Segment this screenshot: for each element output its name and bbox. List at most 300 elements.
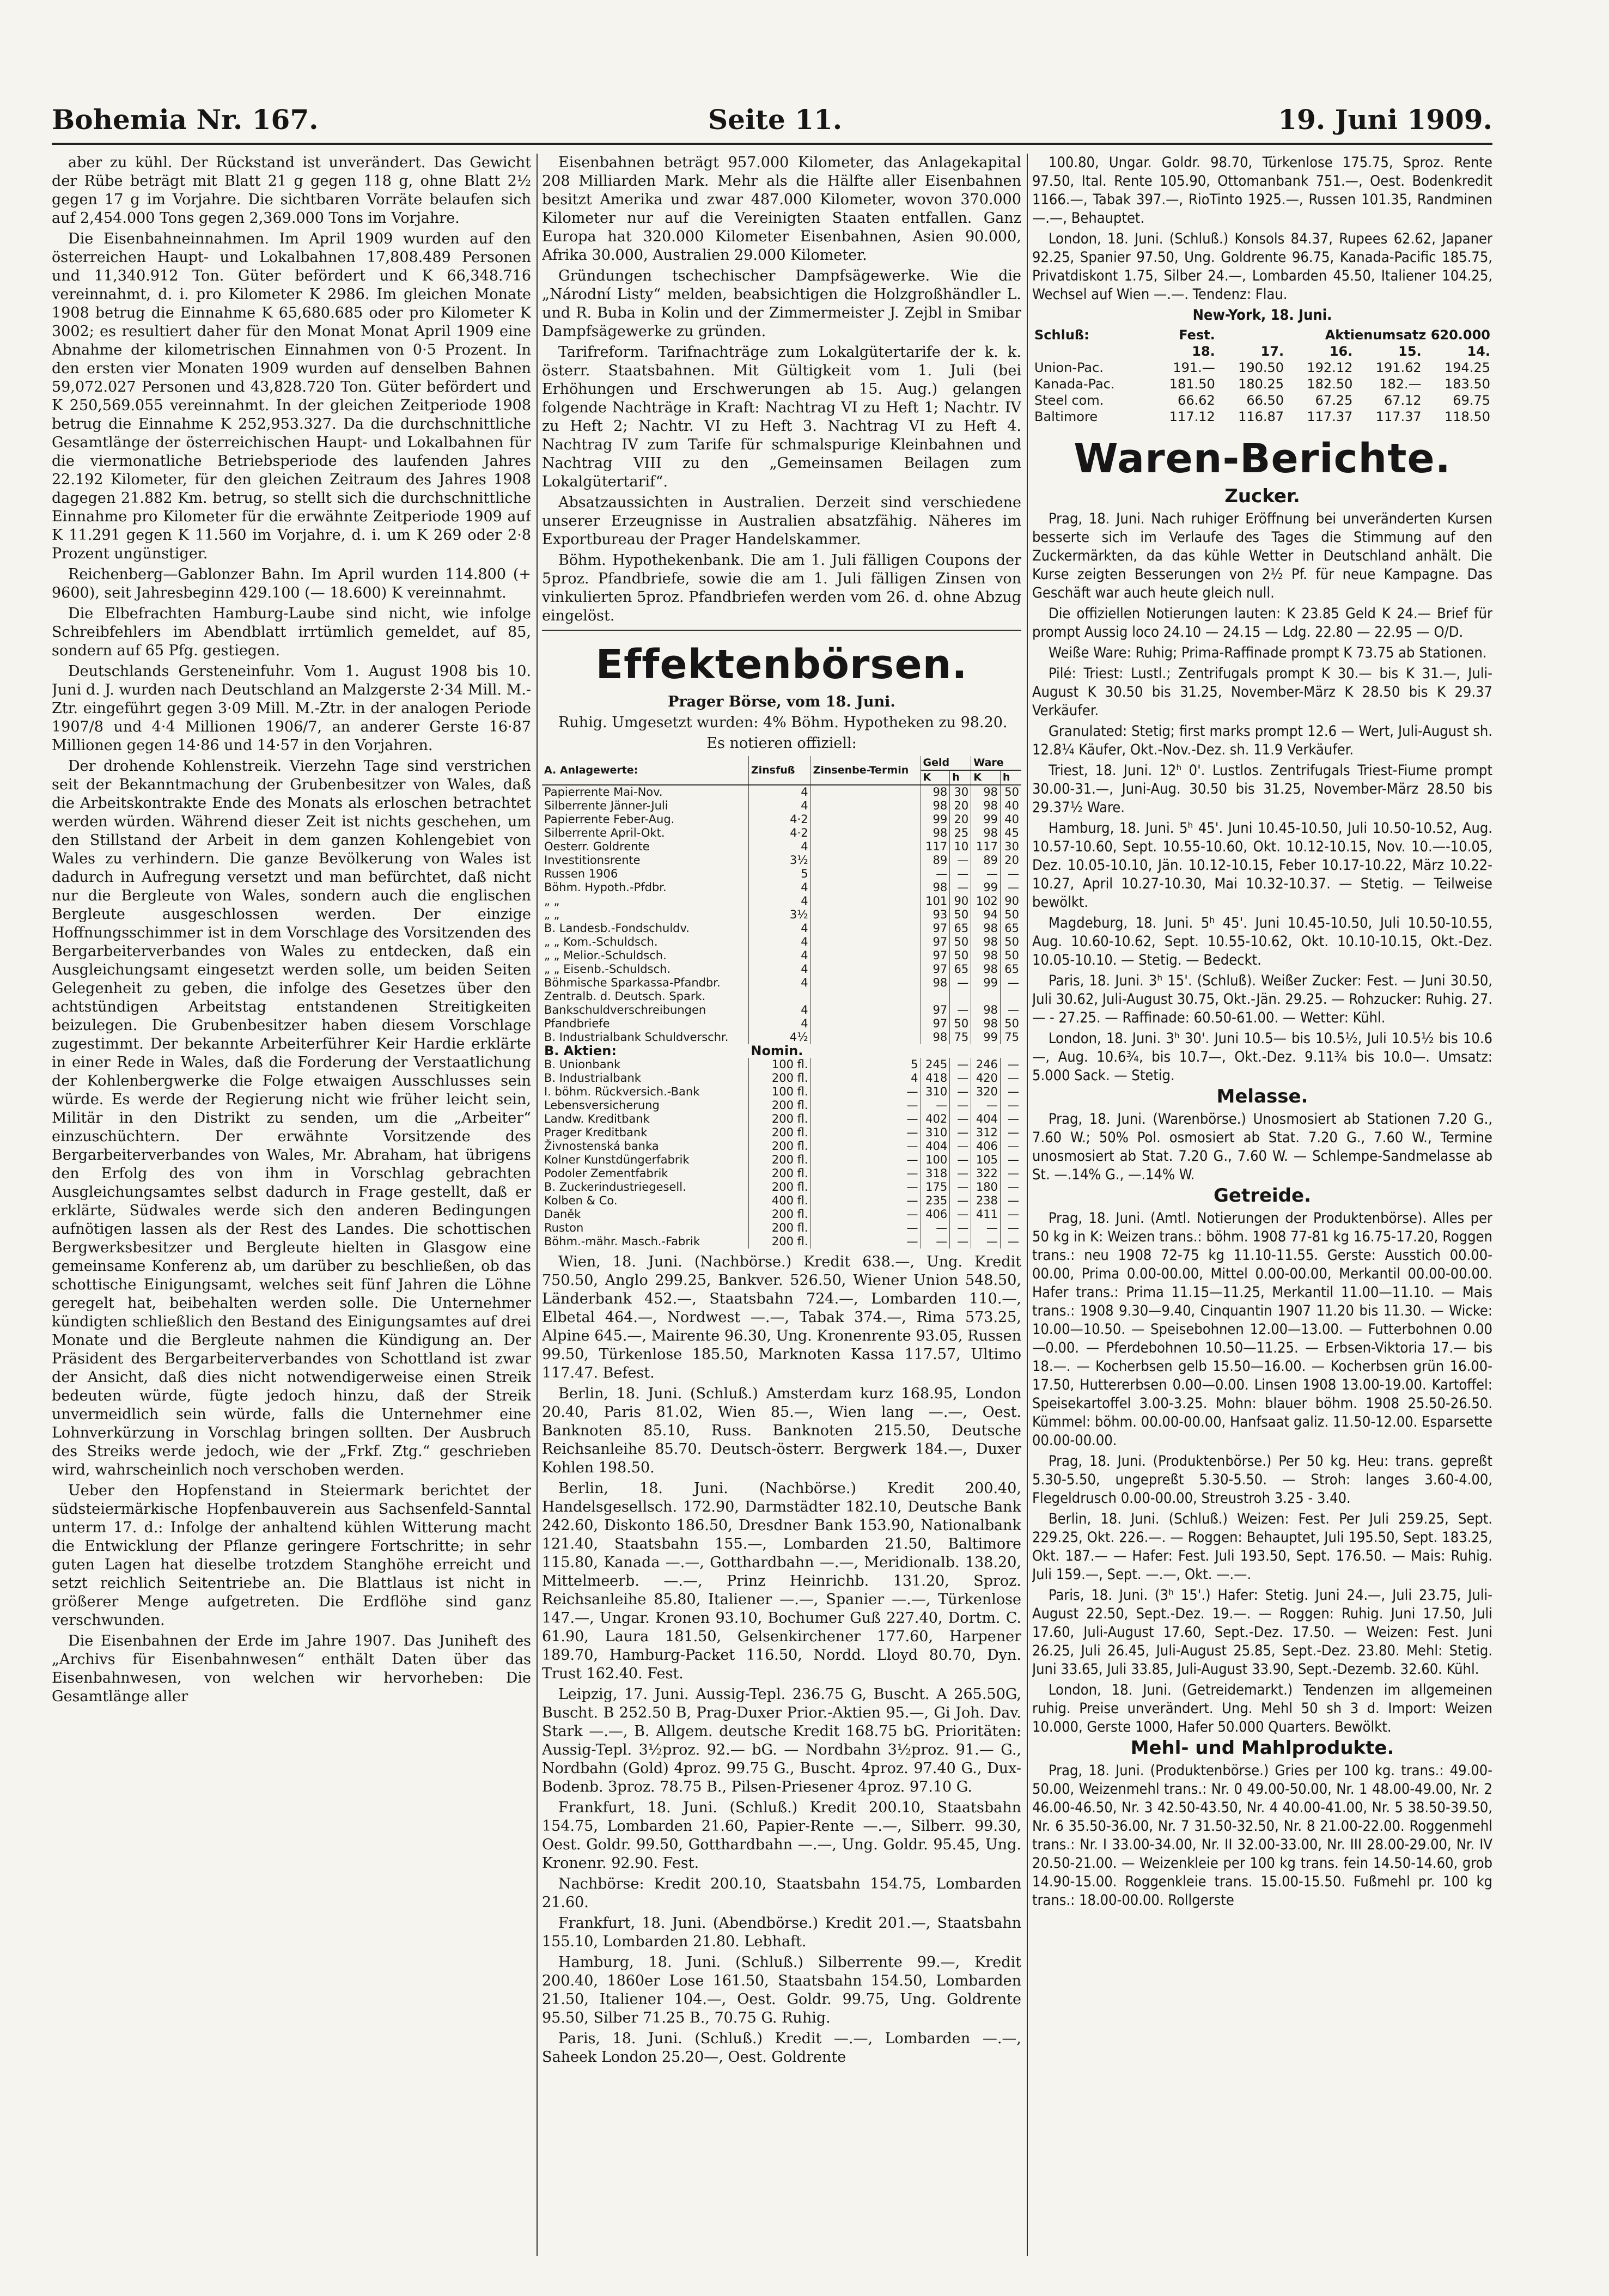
paragraph: Prag, 18. Juni. Nach ruhiger Eröffnung bei unveränderten Kursen besserte sich im Verlaufe des Tages die Stimmung auf den Zuckermärkten, da das kühle Wetter in Deutschland anhält. Die Kurse zeigten Besserungen von 2½ Pf. für neue Kampagne. Das Geschäft war auch heute gleich null. [1032, 510, 1492, 601]
ware-h: 50 [1000, 949, 1021, 963]
geld-h: 50 [950, 935, 971, 949]
ny-col-header: 17. [1260, 344, 1284, 359]
page-number: Seite 11. [708, 103, 843, 136]
term [810, 908, 921, 922]
melasse-heading: Melasse. [1216, 1086, 1308, 1107]
nominal: 400 fl. [748, 1194, 810, 1208]
geld-h: 65 [950, 963, 971, 976]
ny-stock-name: Union-Pac. [1034, 360, 1104, 375]
ware-k: 320 [971, 1085, 1001, 1099]
mehl-heading: Mehl- und Mahlprodukte. [1130, 1737, 1394, 1759]
geld-h: 20 [950, 799, 971, 813]
ny-stock-name: Steel com. [1034, 393, 1104, 408]
ware-k: 404 [971, 1112, 1001, 1126]
geld-k [921, 990, 950, 1003]
waren-heading: Waren-Berichte. [1074, 435, 1451, 482]
ware-h: — [1000, 1071, 1021, 1085]
table-row [542, 976, 1021, 990]
ware-k: — [971, 1221, 1001, 1235]
table-row [542, 1003, 1021, 1017]
geld-h: 50 [950, 949, 971, 963]
ny-header: Fest. [1179, 327, 1215, 343]
dividend: — [810, 1180, 921, 1194]
table-row [542, 1071, 1021, 1085]
security-name: Oesterr. Goldrente [544, 840, 650, 853]
security-name: Zentralb. d. Deutsch. Spark. [544, 990, 706, 1003]
security-name: Silberrente April-Okt. [544, 826, 665, 839]
paragraph: Die Elbefrachten Hamburg-Laube sind nicht, wie infolge Schreibfehlers im Abendblatt irrtümlich gemeldet, auf 85, sondern auf 65 Pfg. gestiegen. [52, 605, 531, 659]
table-row [542, 867, 1021, 881]
paragraph: Weiße Ware: Ruhig; Prima-Raffinade prompt K 73.75 ab Stationen. [1049, 644, 1487, 661]
security-name: B. Landesb.-Fondschuldv. [544, 922, 690, 935]
ny-value: 182.— [1379, 376, 1422, 392]
ware-k: 180 [971, 1180, 1001, 1194]
ny-value: 190.50 [1238, 360, 1284, 375]
paragraph: Paris, 18. Juni. (Schluß.) Kredit —.—, Lombarden —.—, Saheek London 25.20—, Oest. Goldrente [542, 2030, 1021, 2066]
table-header-k: K [971, 770, 1001, 785]
dividend: — [810, 1112, 921, 1126]
ware-k: 98 [971, 1017, 1001, 1031]
geld-k: 117 [921, 840, 950, 854]
dividend: — [810, 1085, 921, 1099]
geld-h: — [950, 1112, 971, 1126]
zucker-heading: Zucker. [1224, 485, 1300, 507]
geld-h: — [950, 1221, 971, 1235]
table-row [542, 894, 1021, 908]
table-row [542, 1221, 1021, 1235]
paragraph: Prag, 18. Juni. (Produktenbörse.) Per 50 kg. Heu: trans. gepreßt 5.30-5.50, ungepreßt 5.30-5.50. — Stroh: langes 3.60-4.00, Flegeldrusch 0.00-00.00, Streustroh 3.25 - 3.40. [1032, 1453, 1492, 1507]
geld-h: 20 [950, 813, 971, 826]
table-row [542, 799, 1021, 813]
ware-k: 98 [971, 922, 1001, 935]
ware-h: — [1000, 1003, 1021, 1017]
share-name: B. Unionbank [544, 1058, 621, 1071]
geld-k: 98 [921, 976, 950, 990]
anlage-rows [542, 785, 1021, 1044]
dividend: — [810, 1235, 921, 1249]
nominal: 200 fl. [748, 1099, 810, 1112]
paragraph: Paris, 18. Juni. (3ʰ 15'.) Hafer: Stetig. Juni 24.—, Juli 23.75, Juli-August 22.50, Sept.-Dez. 19.—. — Roggen: Ruhig. Juni 17.50, Juli 17.60, Juli-August 17.60, Sept.-Dez. 17.50. — Weizen: Fest. Juni 26.25, Juli 26.45, Juli-August 25.85, Sept.-Dez. 23.80. Mehl: Stetig. Juni 33.65, Juli 33.85, Juli-August 33.90, Sept.-Dezemb. 32.60. Kühl. [1032, 1587, 1492, 1678]
table-header-zins: Zinsfuß [748, 756, 810, 785]
ny-header: Aktienumsatz 620.000 [1325, 327, 1490, 343]
ny-value: 180.25 [1238, 376, 1284, 392]
paragraph: Berlin, 18. Juni. (Schluß.) Amsterdam kurz 168.95, London 20.40, Paris 81.02, Wien 85.—, Wien lang —.—, Oest. Banknoten 85.10, Russ. Banknoten 215.50, Deutsche Reichsanleihe 85.70. Deutsch-österr. Bergwerk 184.—, Duxer Kohlen 198.50. [542, 1385, 1021, 1476]
geld-h: — [950, 1085, 971, 1099]
term [810, 799, 921, 813]
geld-k: 406 [921, 1208, 950, 1221]
nominal: 200 fl. [748, 1153, 810, 1167]
dividend: — [810, 1099, 921, 1112]
ware-h: — [1000, 1140, 1021, 1153]
table-header-h: h [1000, 770, 1021, 785]
dividend: — [810, 1194, 921, 1208]
ny-value: 69.75 [1453, 393, 1490, 408]
paragraph: London, 18. Juni. (Getreidemarkt.) Tendenzen im allgemeinen ruhig. Preise unverändert. Ung. Mehl 50 sh 3 d. Import: Weizen 10.000, Gerste 1000, Hafer 50.000 Quarters. Bewölkt. [1032, 1682, 1492, 1735]
geld-h: — [950, 1167, 971, 1180]
geld-h [950, 990, 971, 1003]
table-row [542, 1112, 1021, 1126]
ny-value: 192.12 [1307, 360, 1353, 375]
ware-h: — [1000, 1235, 1021, 1249]
security-name: „ „ [544, 894, 560, 908]
table-row [542, 990, 1021, 1003]
nominal: 200 fl. [748, 1140, 810, 1153]
paragraph: Leipzig, 17. Juni. Aussig-Tepl. 236.75 G, Buscht. A 265.50G, Buscht. B 252.50 B, Prag-Duxer Prior.-Aktien 95.—, Gi Joh. Dav. Stark —.—, B. Allgem. deutsche Kredit 168.75 bG. Prioritäten: Aussig-Tepl. 3½proz. 92.— bG. — Nordbahn 3½proz. 91.— G., Nordbahn (Gold) 4proz. 99.75 G., Buscht. 4proz. 97.40 G., Dux-Bodenb. 3proz. 78.75 B., Pilsen-Priesener 4proz. 97.10 G. [542, 1686, 1021, 1795]
paragraph: Hamburg, 18. Juni. (Schluß.) Silberrente 99.—, Kredit 200.40, 1860er Lose 161.50, Staatsbahn 154.50, Lombarden 21.50, Italiener 104.—, Oest. Goldr. 99.75, Ung. Goldrente 95.50, Silber 71.25 B., 70.75 G. Ruhig. [542, 1954, 1021, 2026]
share-name: I. böhm. Rückversich.-Bank [544, 1085, 700, 1098]
ny-title: New-York, 18. Juni. [1192, 307, 1332, 324]
term [810, 935, 921, 949]
geld-k: 97 [921, 1017, 950, 1031]
ware-h: — [1000, 1153, 1021, 1167]
ware-k: 89 [971, 854, 1001, 867]
interest-rate: 4 [748, 799, 810, 813]
ware-k: 411 [971, 1208, 1001, 1221]
paragraph: Absatzaussichten in Australien. Derzeit sind verschiedene unserer Erzeugnisse in Australien absatzfähig. Näheres im Exportbureau der Prager Handelskammer. [542, 494, 1021, 548]
table-header-termin: Zinsenbe-Termin [810, 756, 921, 785]
term [810, 976, 921, 990]
geld-k: 418 [921, 1071, 950, 1085]
interest-rate: 4 [748, 949, 810, 963]
table-row [542, 813, 1021, 826]
table-row [542, 1140, 1021, 1153]
share-name: Daněk [544, 1208, 581, 1221]
table-row [542, 1153, 1021, 1167]
geld-h: — [950, 1126, 971, 1140]
ny-value: 191.— [1173, 360, 1215, 375]
prager-boerse-title: Prager Börse, vom 18. Juni. [668, 693, 895, 710]
paragraph: London, 18. Juni. (Schluß.) Konsols 84.37, Rupees 62.62, Japaner 92.25, Spanier 97.50, Ung. Goldrente 96.75, Kanada-Pacific 185.75, Privatdiskont 1.75, Silber 24.—, Lombarden 45.50, Italiener 104.25, Wechsel auf Wien —.—. Tendenz: Flau. [1032, 230, 1492, 303]
paragraph: Hamburg, 18. Juni. 5ʰ 45'. Juni 10.45-10.50, Juli 10.50-10.52, Aug. 10.57-10.60, Sept. 10.55-10.60, Okt. 10.12-10.15, Nov. 10.—-10.05, Dez. 10.05-10.10, Jän. 10.12-10.15, Feber 10.17-10.22, März 10.22-10.27, April 10.27-10.30, Mai 10.32-10.37. — Stetig. — Teilweise bewölkt. [1032, 820, 1492, 911]
term [810, 813, 921, 826]
ware-h: — [1000, 1180, 1021, 1194]
geld-k: — [921, 867, 950, 881]
table-row [1032, 376, 1492, 392]
geld-h: — [950, 854, 971, 867]
table-header-name: A. Anlagewerte: [542, 756, 748, 785]
paragraph: Die offiziellen Notierungen lauten: K 23.85 Geld K 24.— Brief für prompt Aussig loco 24.10 — 24.15 — Ldg. 22.80 — 22.95 — O/D. [1032, 605, 1492, 641]
ny-value: 67.25 [1315, 393, 1353, 408]
ny-value: 183.50 [1445, 376, 1490, 392]
term [810, 1003, 921, 1017]
paragraph: Prag, 18. Juni. (Produktenbörse.) Gries per 100 kg. trans.: 49.00-50.00, Weizenmehl trans.: Nr. 0 49.00-50.00, Nr. 1 48.00-49.00, Nr. 2 46.00-46.50, Nr. 3 42.50-43.50, Nr. 4 40.00-41.00, Nr. 5 38.50-39.50, Nr. 6 35.50-36.00, Nr. 7 31.50-32.50, Nr. 8 21.00-22.00. Roggenmehl trans.: Nr. I 33.00-34.00, Nr. II 32.00-33.00, Nr. III 28.00-29.00, Nr. IV 20.50-21.00. — Weizenkleie per 100 kg trans. fein 14.50-14.60, grob 14.90-15.00. Roggenkleie trans. 15.00-15.50. Fußmehl pr. 100 kg trans.: 18.00-00.00. Rollgerste [1032, 1762, 1492, 1909]
table-row [542, 1058, 1021, 1071]
table-row [542, 1017, 1021, 1031]
security-name: B. Industrialbank Schuldverschr. [544, 1031, 729, 1044]
nominal: 200 fl. [748, 1208, 810, 1221]
paragraph: Berlin, 18. Juni. (Nachbörse.) Kredit 200.40, Handelsgesellsch. 172.90, Darmstädter 182.10, Deutsche Bank 242.60, Diskonto 186.50, Dresdner Bank 153.90, Nationalbank 121.40, Staatsbahn 155.—, Lombarden 21.50, Baltimore 115.80, Kanada —.—, Gotthardbahn —.—, Meridionalb. 138.20, Mittelmeerb. —.—, Prinz Heinrichb. 131.20, Sproz. Reichsanleihe 85.80, Italiener —.—, Spanier —.—, Türkenlose 147.—, Ungar. Kronen 93.10, Bochumer Guß 227.40, Dortm. C. 61.90, Laura 181.50, Gelsenkirchener 177.60, Harpener 189.70, Hamburg-Packet 116.50, Nordd. Lloyd 80.70, Dyn. Trust 162.40. Fest. [542, 1480, 1021, 1682]
geld-k: 97 [921, 935, 950, 949]
ware-h: 65 [1000, 922, 1021, 935]
table-row [542, 963, 1021, 976]
paragraph: Prag, 18. Juni. (Amtl. Notierungen der Produktenbörse). Alles per 50 kg in K: Weizen trans.: böhm. 1908 77-81 kg 16.75-17.20, Roggen trans.: neu 1908 72-75 kg 11.10-11.55. Gerste: Ausstich 00.00-00.00, Prima 0.00-00.00, Mittel 0.00-00.00, Merkantil 00.00-00.00. Hafer trans.: Prima 11.15—11.25, Merkantil 11.00—11.10. — Mais trans.: 1908 9.30—9.40, Cinquantin 1907 11.20 bis 11.30. — Wicke: 10.00—10.50. — Speisebohnen 12.00—13.00. — Futterbohnen 0.00—0.00. — Pferdebohnen 10.50—11.25. — Erbsen-Viktoria 17.— bis 18.—. — Kocherbsen gelb 15.50—16.00. — Kocherbsen grün 16.00-17.50, Huttererbsen 0.00—0.00. Linsen 1908 13.00-19.00. Kartoffel: Speisekartoffel 3.00-3.25. Mohn: blauer böhm. 1908 25.50-26.50. Kümmel: böhm. 00.00-00.00, Hanfsaat galiz. 11.50-12.00. Esparsette 00.00-00.00. [1032, 1210, 1492, 1449]
interest-rate: 4 [748, 881, 810, 894]
column-3 [1032, 154, 1492, 2256]
paragraph: Die Eisenbahnen der Erde im Jahre 1907. Das Juniheft des „Archivs für Eisenbahnwesen“ enthält Daten über das Eisenbahnwesen, von welchen wir hervorheben: Die Gesamtlänge aller [52, 1633, 531, 1705]
ny-value: 117.12 [1169, 409, 1215, 424]
geld-k: 97 [921, 922, 950, 935]
ware-k: 238 [971, 1194, 1001, 1208]
share-name: B. Industrialbank [544, 1071, 641, 1085]
geld-k: 100 [921, 1153, 950, 1167]
ware-h: — [1000, 1221, 1021, 1235]
ware-k: 420 [971, 1071, 1001, 1085]
table-row [542, 1099, 1021, 1112]
ware-h: — [1000, 1099, 1021, 1112]
nominal: 200 fl. [748, 1180, 810, 1194]
geld-k: 98 [921, 826, 950, 840]
table-row [542, 1235, 1021, 1249]
table-row [542, 881, 1021, 894]
term [810, 840, 921, 854]
ware-k: 94 [971, 908, 1001, 922]
ny-value: 181.50 [1169, 376, 1215, 392]
term [810, 922, 921, 935]
security-name: „ „ [544, 908, 560, 921]
ny-rows [1032, 360, 1492, 425]
ware-k: 117 [971, 840, 1001, 854]
geld-k: 175 [921, 1180, 950, 1194]
security-name: Papierrente Feber-Aug. [544, 813, 675, 826]
geld-h: — [950, 1180, 971, 1194]
table-row [542, 935, 1021, 949]
geld-h: 65 [950, 922, 971, 935]
term [810, 867, 921, 881]
ware-k: 105 [971, 1153, 1001, 1167]
ware-k: 102 [971, 894, 1001, 908]
ware-h: 50 [1000, 785, 1021, 799]
ny-stock-name: Kanada-Pac. [1034, 376, 1115, 392]
ny-value: 194.25 [1445, 360, 1490, 375]
paragraph: Böhm. Hypothekenbank. Die am 1. Juli fälligen Coupons der 5proz. Pfandbriefe, sowie die am 1. Juli fälligen Zinsen von vinkulierten 5proz. Pfandbriefen werden vom 26. d. ohne Abzug eingelöst. [542, 552, 1021, 624]
table-row [1032, 392, 1492, 409]
security-name: Investitionsrente [544, 854, 641, 867]
paragraph: Eisenbahnen beträgt 957.000 Kilometer, das Anlagekapital 208 Milliarden Mark. Mehr als die Hälfte aller Eisenbahnen besitzt Amerika und zwar 487.000 Kilometer, wovon 370.000 Kilometer nur auf die Vereinigten Staaten entfallen. Ganz Europa hat 320.000 Kilometer Eisenbahnen, Asien 90.000, Afrika 30.000, Australien 29.000 Kilometer. [542, 154, 1021, 264]
paragraph: Die Eisenbahneinnahmen. Im April 1909 wurden auf den österreichen Haupt- und Lokalbahnen 17,808.489 Personen und 11,340.912 Ton. Güter befördert und K 66,348.716 vereinnahmt, d. i. pro Kilometer K 2986. Im gleichen Monate 1908 betrug die Einnahme K 65,680.685 oder pro Kilometer K 3002; es resultiert daher für den Monat Monat April 1909 eine Abnahme der kilometrischen Einnahmen von 0·5 Prozent. In den ersten vier Monaten 1909 wurden auf denselben Bahnen 59,072.027 Personen und 43,828.720 Ton. Güter befördert und K 250,569.055 vereinnahmt. In der gleichen Zeitperiode 1908 betrug die Einnahme K 252,953.327. Da die durchschnittliche Gesamtlänge der österreichischen Haupt- und Lokalbahnen für die viermonatliche Betriebsperiode des laufenden Jahres 22.192 Kilometer, für den gleichen Zeitraum des Jahres 1908 dagegen 21.882 Km. betrug, so stellt sich die durchschnittliche Einnahme pro Kilometer für die erwähnte Zeitperiode 1909 auf K 11.291 gegen K 11.560 im Vorjahre, d. i. um K 269 oder 2·8 Prozent ungünstiger. [52, 230, 531, 562]
geld-h: — [950, 976, 971, 990]
geld-k: — [921, 1221, 950, 1235]
ny-header: Schluß: [1034, 327, 1089, 343]
paragraph: London, 18. Juni. 3ʰ 30'. Juni 10.5— bis 10.5½, Juli 10.5½ bis 10.6—, Aug. 10.6¾, bis 10.7—, Okt.-Dez. 9.11¾ bis 10.0—. Umsatz: 5.000 Sack. — Stetig. [1032, 1030, 1492, 1084]
geld-k: 318 [921, 1167, 950, 1180]
ware-k: — [971, 1099, 1001, 1112]
security-name: „ „ Eisenb.-Schuldsch. [544, 963, 671, 976]
ny-value: 66.62 [1178, 393, 1215, 408]
geld-h: — [950, 867, 971, 881]
table-header-geld: Geld [921, 756, 971, 770]
ware-h: — [1000, 1112, 1021, 1126]
ware-k: 406 [971, 1140, 1001, 1153]
ware-h: — [1000, 1167, 1021, 1180]
ware-h: — [1000, 881, 1021, 894]
geld-k: 404 [921, 1140, 950, 1153]
ny-value: 117.37 [1307, 409, 1353, 424]
paragraph: Tarifreform. Tarifnachträge zum Lokalgütertarife der k. k. österr. Staatsbahnen. Mit Gültigkeit vom 1. Juli (bei Erhöhungen und Erschwerungen ab 15. Aug.) gelangen folgende Nachträge in Kraft: Nachtrag VI zu Heft 1; Nachtr. IV zu Heft 2; Nachtr. VI zu Heft 3. Nachtrag VI zu Heft 4. Nachtrag IV zum Tarife für schmalspurige Kleinbahnen und Nachtrag VIII zu den „Gemeinsamen Beilagen zum Lokalgütertarif“. [542, 344, 1021, 490]
ware-k: 99 [971, 813, 1001, 826]
security-name: Silberrente Jänner-Juli [544, 799, 668, 812]
geld-k: 97 [921, 1003, 950, 1017]
geld-k: 101 [921, 894, 950, 908]
ny-col-header: 16. [1329, 344, 1353, 359]
geld-k: 310 [921, 1085, 950, 1099]
ware-k [971, 990, 1001, 1003]
ware-k: 98 [971, 935, 1001, 949]
paragraph: 100.80, Ungar. Goldr. 98.70, Türkenlose 175.75, Sproz. Rente 97.50, Ital. Rente 105.90, Ottomanbank 751.—, Oest. Bodenkredit 1166.—, Tabak 397.—, RioTinto 1925.—, Russen 101.35, Randminen —.—, Behauptet. [1032, 154, 1492, 227]
paragraph: Frankfurt, 18. Juni. (Schluß.) Kredit 200.10, Staatsbahn 154.75, Lombarden 21.60, Papier-Rente —.—, Silberr. 99.30, Oest. Goldr. 99.50, Gotthardbahn —.—, Ung. Goldr. 95.45, Ung. Kronenr. 92.90. Fest. [542, 1799, 1021, 1872]
ware-k: 98 [971, 949, 1001, 963]
geld-h: — [950, 1071, 971, 1085]
geld-k: 402 [921, 1112, 950, 1126]
ny-col-header: 14. [1467, 344, 1490, 359]
paragraph: Deutschlands Gersteneinfuhr. Vom 1. August 1908 bis 10. Juni d. J. wurden nach Deutschland an Malzgerste 2·34 Mill. M.-Ztr. eingeführt gegen 3·09 Mill. M.-Ztr. in der analogen Periode 1907/8 und 4·4 Millionen 1906/7, an anderer Gerste 16·87 Millionen gegen 14·86 und 14·57 in den Vorjahren. [52, 663, 531, 754]
ware-h: 40 [1000, 799, 1021, 813]
term [810, 963, 921, 976]
paragraph: Der drohende Kohlenstreik. Vierzehn Tage sind verstrichen seit der Bekanntmachung der Grubenbesitzer von Wales, daß die Arbeitskontrakte Ende des Monats als erloschen betrachtet werden würden. Während dieser Zeit ist nichts geschehen, um den Stillstand der Arbeit in dem ganzen Kohlengebiet von Wales zu verhindern. Die ganze Bevölkerung von Wales ist dadurch in Aufregung versetzt und man befürchtet, daß nicht nur die Bergleute von Wales, sondern auch die englischen Bergleute ausgeschlossen werden. Der einzige Hoffnungsschimmer ist in dem Vorschlage des Vorsitzenden des Bergarbeiterverbandes von Wales zu entdecken, daß ein Ausgleichungsamt eingesetzt werden solle, um beiden Seiten Gelegenheit zu geben, die infolge des Gesetzes über den achtstündigen Arbeitstag entstandenen Streitigkeiten beizulegen. Die Grubenbesitzer haben diesem Vorschlage zugestimmt. Der bekannte Arbeiterführer Keir Hardie erklärte in einer Rede in Wales, daß die Forderung der Verstaatlichung der Kohlenbergwerke die Folge etwaigen Ausschlusses sein würde. Es werde der Regierung nicht wie früher leicht sein, Militär in den Distrikt zu senden, um die „Arbeiter“ einzuschüchtern. Der erwähnte Vorsitzende des Bergarbeiterverbandes von Wales, Mr. Abraham, hat übrigens den Erfolg des von ihm in Vorschlag gebrachten Ausgleichungsamtes selbst dadurch in Frage gestellt, daß er erklärte, Südwales werde sich den anderen Bedingungen aufnötigen lassen als der Rest des Landes. Die schottischen Bergwerksbesitzer und Bergleute hielten in Glasgow eine gemeinsame Konferenz ab, um darüber zu beschließen, ob das schottische Einigungsamt, welches seit fünf Jahren die Löhne geregelt hat, beibehalten werden solle. Die Unternehmer kündigten schließlich den Bestand des Einigungsamtes auf drei Monate und die Bergleute nahmen die Kündigung an. Der Präsident des Bergarbeiterverbandes von Schottland ist zwar der Ansicht, daß dies nicht notwendigerweise einen Streik bedeuten würde, fügte jedoch hinzu, daß der Streik unvermeidlich sein würde, falls die Unternehmer eine Lohnverkürzung in Vorschlag bringen sollten. Der Ausbruch des Streiks werde jedoch, wie der „Frkf. Ztg.“ geschrieben wird, wahrscheinlich noch verschoben werden. [52, 758, 531, 1478]
table-header-ware: Ware [971, 756, 1021, 770]
ny-value: 67.12 [1384, 393, 1422, 408]
geld-k: 235 [921, 1194, 950, 1208]
nominal: 200 fl. [748, 1235, 810, 1249]
aktien-heading: B. Aktien: [544, 1043, 617, 1058]
security-name: Böhm. Hypoth.-Pfdbr. [544, 881, 667, 894]
interest-rate: 4 [748, 976, 810, 990]
table-row [1032, 409, 1492, 425]
paragraph: Granulated: Stetig; first marks prompt 12.6 — Wert, Juli-August sh. 12.8¼ Käufer, Okt.-Nov.-Dez. sh. 11.9 Verkäufer. [1032, 723, 1492, 758]
dividend: — [810, 1126, 921, 1140]
ny-col-header: 18. [1192, 344, 1215, 359]
ware-h: 50 [1000, 908, 1021, 922]
aktien-nomin-header: Nomin. [751, 1043, 803, 1058]
geld-k: — [921, 1099, 950, 1112]
interest-rate: 4 [748, 1003, 810, 1017]
geld-k: — [921, 1235, 950, 1249]
geld-k: 93 [921, 908, 950, 922]
interest-rate: 3½ [748, 854, 810, 867]
geld-h: — [950, 1194, 971, 1208]
interest-rate: 4·2 [748, 826, 810, 840]
interest-rate: 4 [748, 963, 810, 976]
term [810, 785, 921, 799]
effekten-heading: Effektenbörsen. [595, 641, 968, 688]
interest-rate: 4½ [748, 1031, 810, 1044]
nominal: 100 fl. [748, 1058, 810, 1071]
table-row [542, 949, 1021, 963]
dividend: — [810, 1167, 921, 1180]
ware-h: — [1000, 1126, 1021, 1140]
ny-value: 182.50 [1307, 376, 1353, 392]
paragraph: aber zu kühl. Der Rückstand ist unverändert. Das Gewicht der Rübe beträgt mit Blatt 21 g gegen 118 g, ohne Blatt 2½ gegen 17 g im Vorjahre. Die sichtbaren Vorräte belaufen sich auf 2,454.000 Tons gegen 2,369.000 Tons im Vorjahre. [52, 154, 531, 227]
section-rule [542, 630, 1021, 631]
notieren-label: Es notieren offiziell: [706, 735, 857, 752]
geld-h: — [950, 1099, 971, 1112]
interest-rate: 4 [748, 840, 810, 854]
issue-date: 19. Juni 1909. [1278, 103, 1492, 136]
security-name: „ „ Kom.-Schuldsch. [544, 935, 658, 948]
paragraph: Triest, 18. Juni. 12ʰ 0'. Lustlos. Zentrifugals Triest-Fiume prompt 30.00-31.—, Juni-Aug. 30.50 bis 31.25, November-März 28.50 bis 29.37½ Ware. [1032, 762, 1492, 816]
geld-h: — [950, 1208, 971, 1221]
column-rule [537, 154, 538, 2256]
security-name: Böhmische Sparkassa-Pfandbr. [544, 976, 721, 989]
geld-h: 50 [950, 908, 971, 922]
nominal: 200 fl. [748, 1221, 810, 1235]
table-row [542, 785, 1021, 799]
geld-k: 245 [921, 1058, 950, 1071]
page-header [52, 103, 1492, 142]
share-name: Kolben & Co. [544, 1194, 618, 1207]
ny-value: 66.50 [1246, 393, 1284, 408]
security-name: Pfandbriefe [544, 1017, 610, 1030]
dividend: — [810, 1153, 921, 1167]
header-rule [52, 143, 1492, 145]
table-row [542, 1208, 1021, 1221]
ny-col-header: 15. [1398, 344, 1422, 359]
security-name: Russen 1906 [544, 867, 618, 880]
ware-h: 65 [1000, 963, 1021, 976]
nominal: 100 fl. [748, 1085, 810, 1099]
paragraph: Reichenberg—Gablonzer Bahn. Im April wurden 114.800 (+ 9600), seit Jahresbeginn 429.100 (— 18.600) K vereinnahmt. [52, 566, 531, 601]
paragraph: Wien, 18. Juni. (Nachbörse.) Kredit 638.—, Ung. Kredit 750.50, Anglo 299.25, Bankver. 526.50, Wiener Union 548.50, Länderbank 452.—, Staatsbahn 724.—, Lombarden 110.—, Elbetal 464.—, Nordwest —.—, Tabak 374.—, Rima 573.25, Alpine 645.—, Mairente 96.30, Ung. Kronenrente 93.05, Russen 99.50, Türkenlose 185.50, Marknoten Kassa 117.57, Ultimo 117.47. Befest. [542, 1253, 1021, 1381]
geld-k: 98 [921, 799, 950, 813]
interest-rate: 4 [748, 785, 810, 799]
dividend: 4 [810, 1071, 921, 1085]
ware-k: 99 [971, 881, 1001, 894]
share-name: Podoler Zementfabrik [544, 1167, 668, 1180]
ware-k: 99 [971, 976, 1001, 990]
interest-rate: 3½ [748, 908, 810, 922]
table-row [542, 908, 1021, 922]
column-rule [1027, 154, 1028, 2256]
term [810, 990, 921, 1003]
ny-value: 116.87 [1238, 409, 1284, 424]
paragraph: Frankfurt, 18. Juni. (Abendbörse.) Kredit 201.—, Staatsbahn 155.10, Lombarden 21.80. Lebhaft. [542, 1915, 1021, 1950]
interest-rate: 4 [748, 894, 810, 908]
ware-h: 90 [1000, 894, 1021, 908]
ware-h: 40 [1000, 813, 1021, 826]
paragraph: Gründungen tschechischer Dampfsägewerke. Wie die „Národní Listy“ melden, beabsichtigen die Holzgroßhändler L. und R. Buba in Kolin und der Zimmermeister J. Zejbl in Smibar Dampfsägewerke zu gründen. [542, 267, 1021, 340]
ware-h: — [1000, 1058, 1021, 1071]
geld-h: — [950, 1153, 971, 1167]
ware-h: — [1000, 1208, 1021, 1221]
paragraph: Nachbörse: Kredit 200.10, Staatsbahn 154.75, Lombarden 21.60. [542, 1875, 1021, 1911]
column-1 [52, 154, 531, 2256]
new-york-table [1032, 327, 1492, 425]
security-name: „ „ Melior.-Schuldsch. [544, 949, 667, 962]
table-row [542, 1085, 1021, 1099]
stock-table [542, 756, 1021, 1249]
ware-h: — [1000, 1085, 1021, 1099]
paragraph: Prag, 18. Juni. (Warenbörse.) Unosmosiert ab Stationen 7.20 G., 7.60 W.; 50% Pol. osmosiert ab Stat. 7.20 G., 7.60 W., Termine unosmosiert ab Stat. 7.20 G., 7.60 W. — Schlempe-Sandmelasse ab St. —.14% G., —.14% W. [1032, 1111, 1492, 1183]
newspaper-page [52, 103, 1492, 2261]
share-name: B. Zuckerindustriegesell. [544, 1180, 686, 1193]
geld-h: 25 [950, 826, 971, 840]
geld-h: — [950, 1235, 971, 1249]
geld-h: 90 [950, 894, 971, 908]
paragraph: Berlin, 18. Juni. (Schluß.) Weizen: Fest. Per Juli 259.25, Sept. 229.25, Okt. 226.—. — Roggen: Behauptet, Juli 195.50, Sept. 183.25, Okt. 187.— — Hafer: Fest. Juli 193.50, Sept. 176.50. — Mais: Ruhig. Juli 159.—, Sept. —.—, Okt. —.—. [1032, 1511, 1492, 1583]
ware-h: — [1000, 976, 1021, 990]
dividend: — [810, 1221, 921, 1235]
interest-rate: 5 [748, 867, 810, 881]
prager-boerse-intro: Ruhig. Umgesetzt wurden: 4% Böhm. Hypotheken zu 98.20. [558, 714, 1008, 731]
ware-k: 246 [971, 1058, 1001, 1071]
ware-k: 98 [971, 826, 1001, 840]
share-name: Böhm.-mähr. Masch.-Fabrik [544, 1235, 700, 1248]
interest-rate: 4·2 [748, 813, 810, 826]
geld-k: 98 [921, 881, 950, 894]
ware-h: 50 [1000, 935, 1021, 949]
share-name: Prager Kreditbank [544, 1126, 648, 1139]
paragraph: Paris, 18. Juni. 3ʰ 15'. (Schluß). Weißer Zucker: Fest. — Juni 30.50, Juli 30.62, Juli-August 30.75, Okt.-Jän. 29.25. — Rohzucker: Ruhig. 27.— - 27.25. — Raffinade: 60.50-61.00. — Wetter: Kühl. [1032, 972, 1492, 1026]
table-row [542, 922, 1021, 935]
